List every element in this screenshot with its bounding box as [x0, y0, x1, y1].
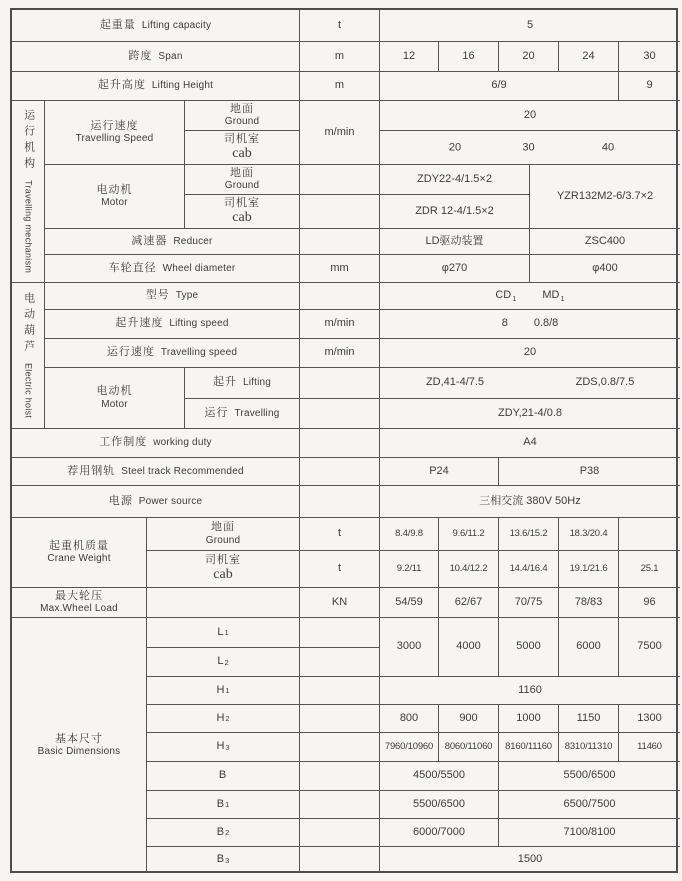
value-weight-cab-5: 25.1 — [619, 551, 680, 588]
value-h3-3: 8160/11160 — [499, 733, 559, 762]
value-lifting-height-main: 6/9 — [380, 72, 619, 101]
section-label-crane-weight: 起重机质量 Crane Weight — [12, 518, 147, 588]
unit-weight-cab: t — [300, 551, 380, 588]
value-weight-ground-3: 13.6/15.2 — [499, 518, 559, 551]
unit-h2-empty — [300, 705, 380, 733]
value-wheel-load-4: 78/83 — [559, 588, 619, 618]
value-weight-cab-4: 19.1/21.6 — [559, 551, 619, 588]
unit-lifting-height: m — [300, 72, 380, 101]
unit-lifting-capacity: t — [300, 10, 380, 42]
sub-label-motor-cab: 司机室 cab — [185, 195, 300, 229]
unit-travelling-speed: m/min — [300, 101, 380, 165]
value-l-5: 7500 — [619, 618, 680, 677]
row-label-wheel-diameter: 车轮直径 Wheel diameter — [45, 255, 300, 283]
dim-label-h3: H 3 — [147, 733, 300, 762]
sub-label-weight-ground: 地面 Ground — [147, 518, 300, 551]
unit-wheel-diameter: mm — [300, 255, 380, 283]
unit-hoist-type-empty — [300, 283, 380, 310]
value-hoist-type: $CD_1$ $MD_1$ — [380, 283, 680, 310]
value-b1-left: 5500/6500 — [380, 791, 499, 819]
value-b3: 1500 — [517, 853, 543, 866]
unit-hoist-motor-travelling-empty — [300, 399, 380, 429]
value-span-20: 20 — [499, 42, 559, 72]
row-label-hoist-motor: 电动机 Motor — [45, 368, 185, 429]
unit-l2-empty — [300, 648, 380, 677]
value-l-4: 6000 — [559, 618, 619, 677]
value-steel-track-right: P38 — [499, 458, 680, 486]
value-motor-right: YZR132M2-6/3.7×2 — [530, 165, 680, 229]
dim-label-b: B — [147, 762, 300, 791]
sub-label-speed-cab: 司机室 cab — [185, 131, 300, 165]
value-steel-track-left: P24 — [380, 458, 499, 486]
unit-max-wheel-load: KN — [300, 588, 380, 618]
value-lifting-height-last: 9 — [619, 72, 680, 101]
unit-motor-cab-empty — [300, 195, 380, 229]
value-l-3: 5000 — [499, 618, 559, 677]
dim-label-l1: L 1 — [147, 618, 300, 648]
value-h3-4: 8310/11310 — [559, 733, 619, 762]
value-weight-cab-3: 14.4/16.4 — [499, 551, 559, 588]
value-motor-cab: ZDR 12-4/1.5×2 — [380, 195, 530, 229]
unit-motor-ground-empty — [300, 165, 380, 195]
dim-label-b3: B 3 — [147, 847, 300, 873]
value-speed-ground: 20 — [380, 101, 680, 131]
value-h2-5: 1300 — [619, 705, 680, 733]
value-weight-ground-2: 9.6/11.2 — [439, 518, 499, 551]
row-label-lifting-height: 起升高度 Lifting Height — [12, 72, 300, 101]
value-wheel-load-5: 96 — [619, 588, 680, 618]
dim-label-b1: B 1 — [147, 791, 300, 819]
sub-label-hoist-motor-travelling: 运行 Travelling — [185, 399, 300, 429]
spec-table — [10, 8, 678, 873]
value-h3-5: 11460 — [619, 733, 680, 762]
unit-h3-empty — [300, 733, 380, 762]
value-h1: 1160 — [380, 677, 680, 705]
row-label-span: 跨度 Span — [12, 42, 300, 72]
value-h2-1: 800 — [380, 705, 439, 733]
value-reducer-right: ZSC400 — [530, 229, 680, 255]
value-h3-2: 8060/11060 — [439, 733, 499, 762]
cell-max-wheel-load-empty — [147, 588, 300, 618]
value-span-12: 12 — [380, 42, 439, 72]
sub-label-hoist-motor-lifting: 起升 Lifting — [185, 368, 300, 399]
sub-label-motor-ground: 地面 Ground — [185, 165, 300, 195]
unit-hoist-motor-lifting-empty — [300, 368, 380, 399]
unit-reducer-empty — [300, 229, 380, 255]
value-h2-2: 900 — [439, 705, 499, 733]
unit-span: m — [300, 42, 380, 72]
value-hoist-travelling-speed: 20 — [380, 339, 680, 368]
value-reducer-left: LD驱动装置 — [380, 229, 530, 255]
value-weight-ground-1: 8.4/9.8 — [380, 518, 439, 551]
value-span-16: 16 — [439, 42, 499, 72]
unit-hoist-lifting-speed: m/min — [300, 310, 380, 339]
row-label-travelling-speed: 运行速度 Travelling Speed — [45, 101, 185, 165]
row-label-power-source: 电源 Power source — [12, 486, 300, 518]
value-span-30: 30 — [619, 42, 680, 72]
unit-b3-empty — [300, 847, 380, 873]
dim-label-b2: B 2 — [147, 819, 300, 847]
value-h2-3: 1000 — [499, 705, 559, 733]
unit-b2-empty — [300, 819, 380, 847]
value-span-24: 24 — [559, 42, 619, 72]
value-weight-ground-4: 18.3/20.4 — [559, 518, 619, 551]
dim-label-h1: H 1 — [147, 677, 300, 705]
sub-label-weight-cab: 司机室 cab — [147, 551, 300, 588]
row-label-working-duty: 工作制度 working duty — [12, 429, 300, 458]
value-l-1: 3000 — [380, 618, 439, 677]
value-hoist-lifting-speed: 8 0.8/8 — [380, 310, 680, 339]
unit-b1-empty — [300, 791, 380, 819]
row-label-hoist-lifting-speed: 起升速度 Lifting speed — [45, 310, 300, 339]
value-weight-cab-2: 10.4/12.2 — [439, 551, 499, 588]
value-wheel-diameter-right: φ400 — [530, 255, 680, 283]
sub-label-speed-ground: 地面 Ground — [185, 101, 300, 131]
value-power-source: 三相交流 380V 50Hz — [380, 486, 680, 518]
value-b-left: 4500/5500 — [380, 762, 499, 791]
value-b2-right: 7100/8100 — [499, 819, 680, 847]
value-hoist-motor-travelling: ZDY,21-4/0.8 — [380, 399, 680, 429]
section-label-travelling-mechanism: 运行机构 Travelling mechanism — [12, 101, 45, 283]
dim-label-h2: H 2 — [147, 705, 300, 733]
row-label-max-wheel-load: 最大轮压 Max.Wheel Load — [12, 588, 147, 618]
value-weight-ground-5 — [619, 518, 680, 551]
unit-power-source-empty — [300, 486, 380, 518]
value-wheel-diameter-left: φ270 — [380, 255, 530, 283]
value-hoist-motor-lifting: ZD,41-4/7.5 ZDS,0.8/7.5 — [380, 368, 680, 399]
row-label-hoist-travelling-speed: 运行速度 Travelling speed — [45, 339, 300, 368]
value-speed-cab: 20 30 40 — [380, 131, 680, 165]
row-label-travel-motor: 电动机 Motor — [45, 165, 185, 229]
value-working-duty: A4 — [380, 429, 680, 458]
unit-l1-empty — [300, 618, 380, 648]
unit-hoist-travelling-speed: m/min — [300, 339, 380, 368]
value-motor-ground: ZDY22-4/1.5×2 — [380, 165, 530, 195]
value-h3-1: 7960/10960 — [380, 733, 439, 762]
unit-steel-track-empty — [300, 458, 380, 486]
value-wheel-load-2: 62/67 — [439, 588, 499, 618]
value-b-right: 5500/6500 — [499, 762, 680, 791]
value-b2-left: 6000/7000 — [380, 819, 499, 847]
row-label-hoist-type: 型号 Type — [45, 283, 300, 310]
value-wheel-load-1: 54/59 — [380, 588, 439, 618]
dim-label-l2: L 2 — [147, 648, 300, 677]
unit-weight-ground: t — [300, 518, 380, 551]
unit-working-duty-empty — [300, 429, 380, 458]
value-wheel-load-3: 70/75 — [499, 588, 559, 618]
value-lifting-capacity: 5 — [380, 10, 680, 42]
row-label-steel-track: 荐用钢轨 Steel track Recommended — [12, 458, 300, 486]
value-h2-4: 1150 — [559, 705, 619, 733]
row-label-reducer: 减速器 Reducer — [45, 229, 300, 255]
unit-h1-empty — [300, 677, 380, 705]
value-l-2: 4000 — [439, 618, 499, 677]
value-b1-right: 6500/7500 — [499, 791, 680, 819]
section-label-basic-dimensions: 基本尺寸 Basic Dimensions — [12, 618, 147, 873]
row-label-lifting-capacity: 起重量 Lifting capacity — [12, 10, 300, 42]
value-weight-cab-1: 9.2/11 — [380, 551, 439, 588]
section-label-electric-hoist: 电动葫芦 Electric hoist — [12, 283, 45, 429]
unit-b-empty — [300, 762, 380, 791]
